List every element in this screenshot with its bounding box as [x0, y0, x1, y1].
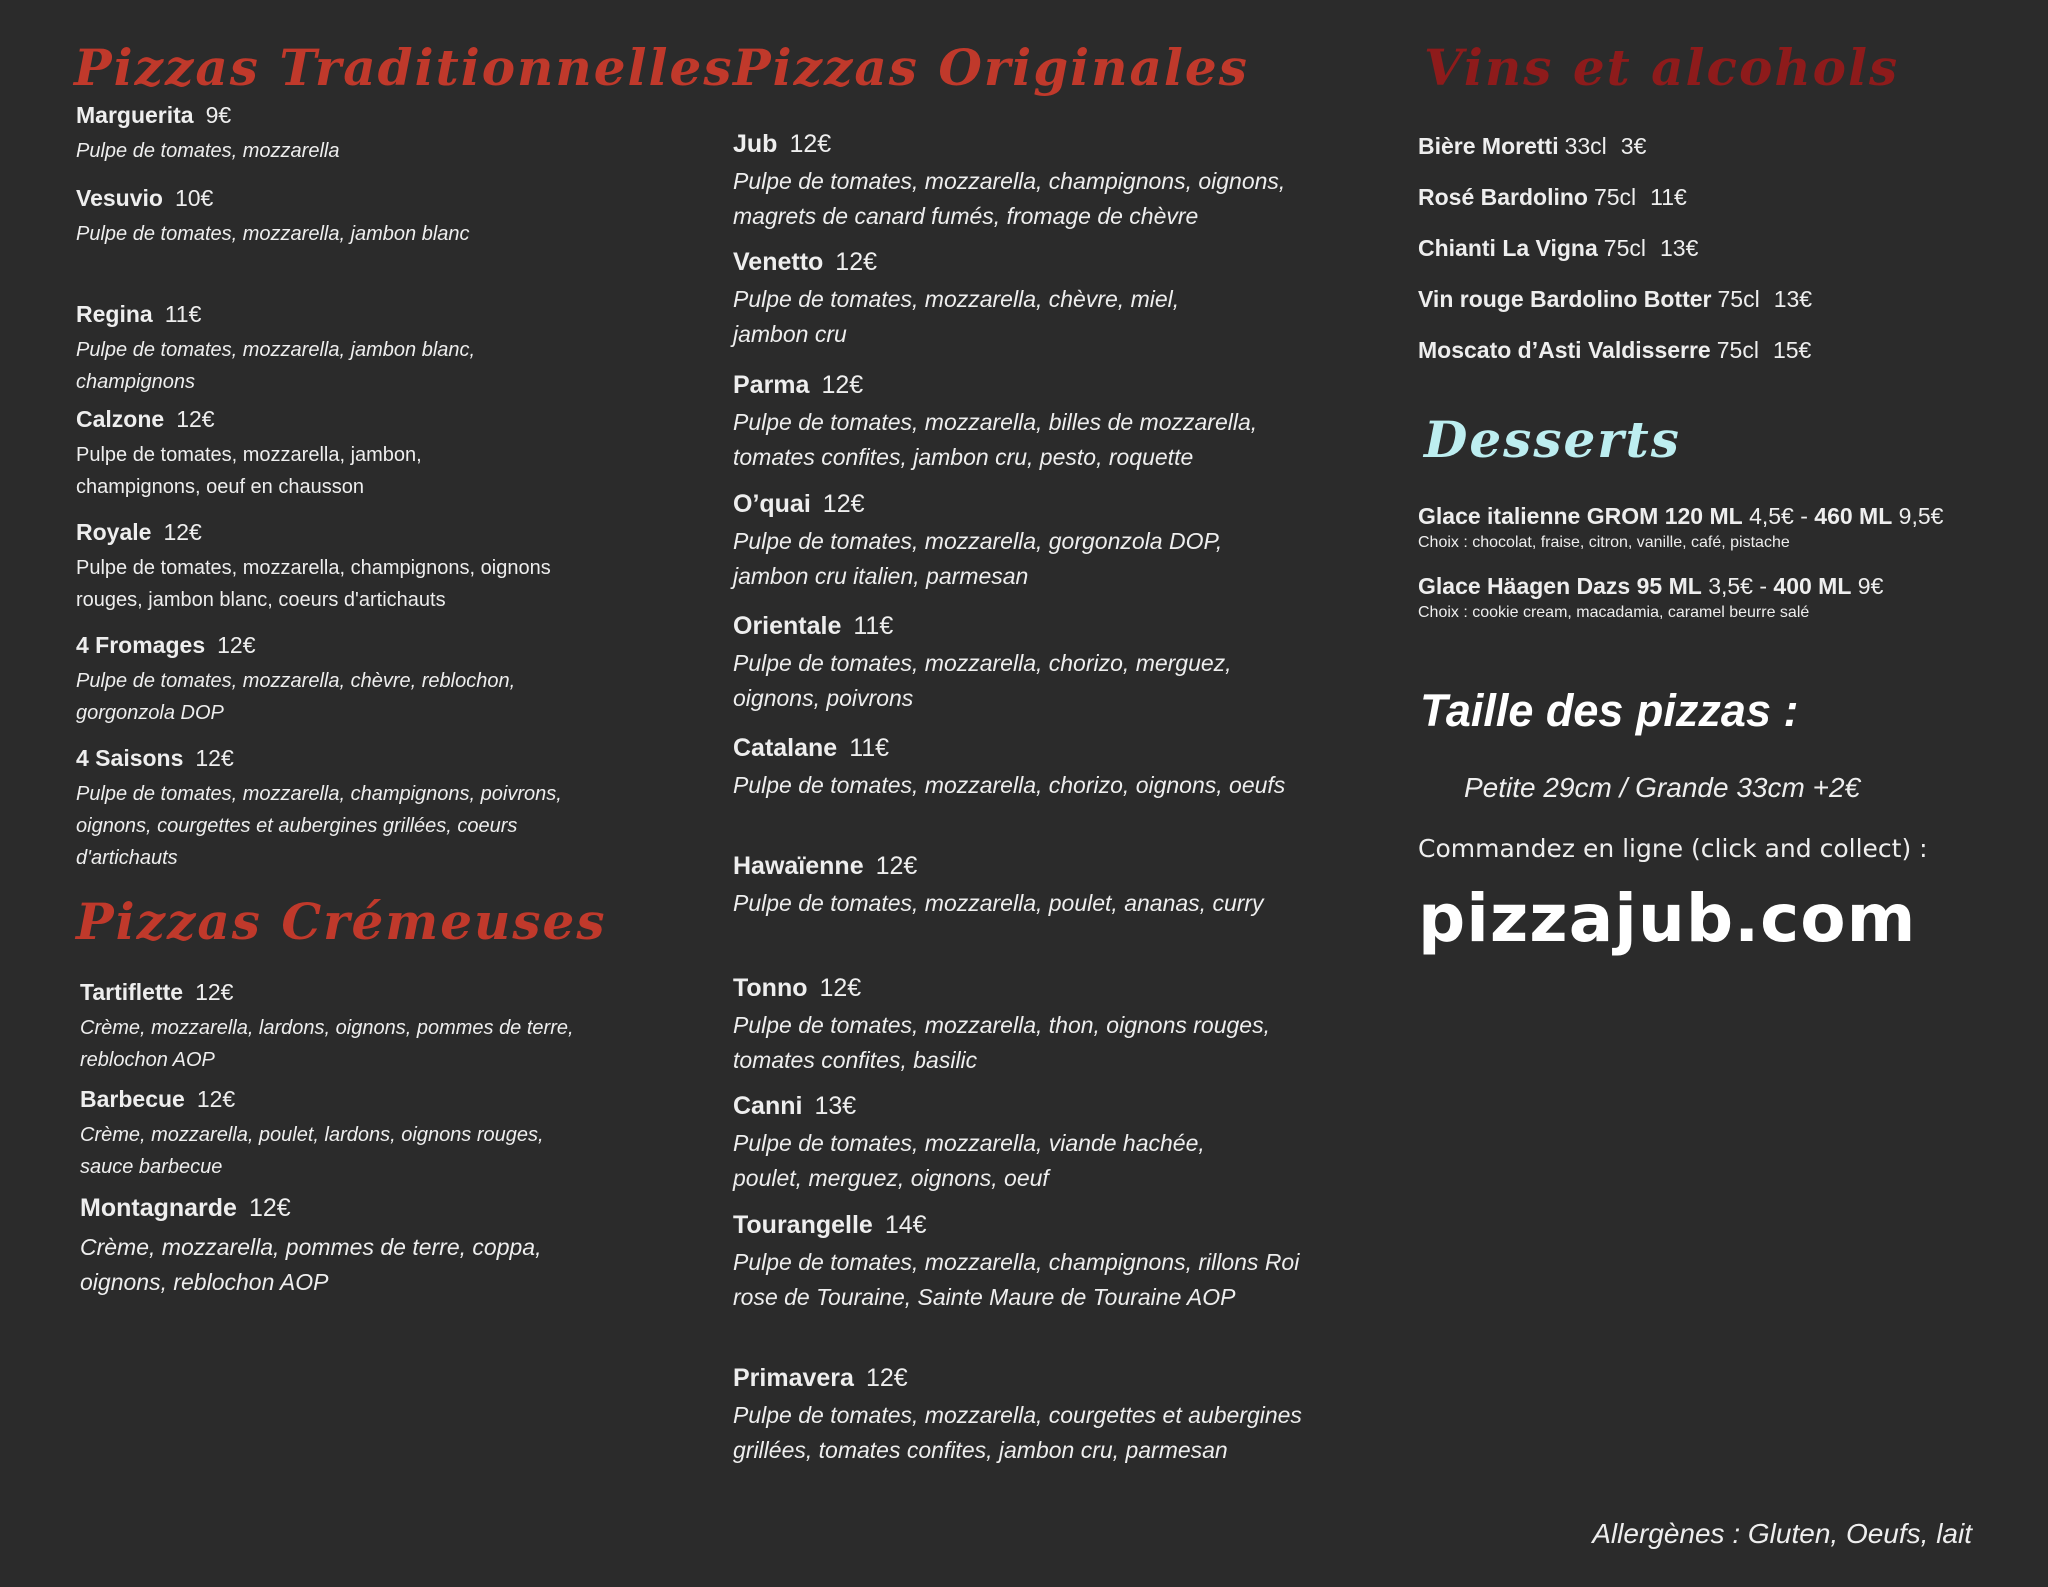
wine-volume: 75cl [1603, 235, 1646, 261]
wine-name: Vin rouge Bardolino Botter [1418, 286, 1712, 312]
item-price: 14€ [884, 1211, 927, 1239]
wine-name: Chianti La Vigna [1418, 235, 1598, 261]
dessert-small-size: 95 ML [1636, 573, 1702, 599]
traditional-title: Pizzas Traditionnelles [74, 38, 734, 97]
item-description: Pulpe de tomates, mozzarella, chorizo, merguez, oignons, poivrons [733, 650, 1232, 711]
item-price: 11€ [849, 734, 890, 762]
dessert-separator: - [1800, 503, 1808, 529]
dessert-large-price: 9€ [1857, 573, 1884, 599]
item-description: Crème, mozzarella, lardons, oignons, pommes de terre, reblochon AOP [80, 1017, 574, 1071]
item-price: 11€ [853, 612, 894, 640]
item-price: 12€ [822, 490, 865, 518]
item-name: Marguerita [76, 102, 194, 128]
pizza-size-text: Petite 29cm / Grande 33cm +2€ [1464, 772, 1861, 803]
original-title: Pizzas Originales [733, 38, 1249, 97]
item-description: Pulpe de tomates, mozzarella, viande hachée, poulet, merguez, oignons, oeuf [733, 1130, 1205, 1191]
dessert-item [1418, 503, 1943, 552]
order-online-text: Commandez en ligne (click and collect) : [1418, 834, 1928, 863]
wine-name: Bière Moretti [1418, 133, 1559, 159]
item-name: Parma [733, 371, 810, 399]
dessert-item [1418, 573, 1883, 622]
item-price: 12€ [875, 852, 918, 880]
item-description: Crème, mozzarella, poulet, lardons, oignons rouges, sauce barbecue [80, 1124, 544, 1178]
menu-item [733, 1209, 1308, 1315]
item-description: Pulpe de tomates, mozzarella, chèvre, reblochon, gorgonzola DOP [76, 670, 516, 724]
item-name: 4 Saisons [76, 745, 184, 771]
item-price: 9€ [205, 102, 232, 128]
menu-item [80, 1083, 600, 1183]
desserts-title: Desserts [1424, 410, 1681, 469]
item-price: 12€ [835, 248, 878, 276]
item-price: 12€ [821, 371, 864, 399]
menu-item [733, 610, 1303, 716]
item-description: Pulpe de tomates, mozzarella, courgettes et aubergines grillées, tomates confites, jambon cru, parmesan [733, 1402, 1302, 1463]
wine-name: Rosé Bardolino [1418, 184, 1588, 210]
item-description: Pulpe de tomates, mozzarella, chèvre, miel, jambon cru [733, 286, 1180, 347]
menu-item [80, 976, 620, 1076]
wine-name: Moscato d’Asti Valdisserre [1418, 337, 1711, 363]
wine-price: 13€ [1659, 235, 1699, 261]
menu-item [733, 488, 1293, 594]
menu-item [733, 1362, 1308, 1468]
item-name: Primavera [733, 1364, 854, 1392]
menu-item [76, 742, 616, 874]
item-price: 12€ [163, 519, 202, 545]
item-name: Calzone [76, 406, 165, 432]
allergens-note: Allergènes : Gluten, Oeufs, lait [1592, 1518, 1972, 1549]
item-price: 10€ [174, 185, 214, 211]
wine-item [1418, 286, 1812, 313]
item-name: Hawaïenne [733, 852, 864, 880]
item-description: Pulpe de tomates, mozzarella, champignons, oignons, magrets de canard fumés, fromage de chèvre [733, 168, 1286, 229]
item-price: 12€ [195, 979, 234, 1005]
item-name: Tonno [733, 974, 808, 1002]
website-link[interactable]: pizzajub.com [1418, 880, 1917, 957]
item-price: 11€ [164, 301, 202, 327]
item-name: 4 Fromages [76, 632, 206, 658]
wine-price: 11€ [1650, 184, 1687, 210]
dessert-choice: Choix : cookie cream, macadamia, caramel beurre salé [1418, 604, 1810, 621]
item-price: 12€ [789, 130, 832, 158]
dessert-small-price: 4,5€ [1749, 503, 1794, 529]
dessert-large-size: 400 ML [1773, 573, 1852, 599]
menu-item [733, 369, 1333, 475]
item-price: 13€ [814, 1092, 857, 1120]
wine-item [1418, 235, 1698, 262]
item-description: Pulpe de tomates, mozzarella, poulet, ananas, curry [733, 890, 1264, 916]
item-price: 12€ [176, 406, 215, 432]
menu-item [733, 732, 1293, 803]
wine-price: 3€ [1620, 133, 1647, 159]
item-description: Pulpe de tomates, mozzarella [76, 140, 340, 162]
item-name: Barbecue [80, 1086, 185, 1112]
menu-item [733, 246, 1253, 352]
dessert-large-size: 460 ML [1814, 503, 1893, 529]
wine-item [1418, 184, 1687, 211]
item-name: Montagnarde [80, 1194, 237, 1222]
item-price: 12€ [195, 745, 234, 771]
item-description: Pulpe de tomates, mozzarella, billes de mozzarella, tomates confites, jambon cru, pesto, roquette [733, 409, 1258, 470]
pizza-size-title: Taille des pizzas : [1420, 685, 1799, 736]
wines-title: Vins et alcohols [1424, 38, 1900, 97]
dessert-name: Glace italienne GROM [1418, 503, 1659, 529]
item-name: Tourangelle [733, 1211, 873, 1239]
item-price: 12€ [196, 1086, 236, 1112]
dessert-separator: - [1759, 573, 1768, 599]
dessert-choice: Choix : chocolat, fraise, citron, vanille, café, pistache [1418, 534, 1790, 551]
item-name: Vesuvio [76, 185, 163, 211]
menu-item [733, 850, 1273, 921]
item-name: Venetto [733, 248, 824, 276]
item-name: Orientale [733, 612, 842, 640]
dessert-small-price: 3,5€ [1708, 573, 1753, 599]
item-description: Pulpe de tomates, mozzarella, gorgonzola DOP, jambon cru italien, parmesan [733, 528, 1223, 589]
wine-volume: 75cl [1717, 286, 1760, 312]
item-description: Pulpe de tomates, mozzarella, jambon blanc, champignons [76, 339, 476, 393]
wine-item [1418, 337, 1811, 364]
item-price: 12€ [217, 632, 256, 658]
menu-item [76, 99, 636, 167]
item-description: Pulpe de tomates, mozzarella, champignons, rillons Roi rose de Touraine, Sainte Maure de Touraine AOP [733, 1249, 1300, 1310]
item-name: Tartiflette [80, 979, 184, 1005]
dessert-small-size: 120 ML [1664, 503, 1743, 529]
item-name: Regina [76, 301, 153, 327]
item-description: Pulpe de tomates, mozzarella, champignons, poivrons, oignons, courgettes et aubergines grillées, coeurs d'artichauts [76, 783, 562, 869]
menu-item [733, 1090, 1273, 1196]
item-description: Pulpe de tomates, mozzarella, chorizo, oignons, oeufs [733, 772, 1286, 798]
menu-item [80, 1190, 620, 1300]
item-description: Crème, mozzarella, pommes de terre, coppa, oignons, reblochon AOP [80, 1234, 542, 1295]
item-name: Catalane [733, 734, 838, 762]
item-name: Canni [733, 1092, 803, 1120]
item-description: Pulpe de tomates, mozzarella, jambon, champignons, oeuf en chausson [76, 444, 422, 498]
wine-volume: 75cl [1593, 184, 1637, 210]
item-price: 12€ [865, 1364, 908, 1392]
menu-item [733, 128, 1353, 234]
menu-item [76, 182, 636, 250]
item-name: Royale [76, 519, 152, 545]
item-price: 12€ [819, 974, 862, 1002]
wine-price: 15€ [1772, 337, 1812, 363]
item-description: Pulpe de tomates, mozzarella, champignons, oignons rouges, jambon blanc, coeurs d'artichauts [76, 557, 551, 611]
menu-item [733, 972, 1273, 1078]
wine-volume: 75cl [1716, 337, 1759, 363]
dessert-name: Glace Häagen Dazs [1418, 573, 1631, 599]
dessert-large-price: 9,5€ [1898, 503, 1944, 529]
item-price: 12€ [248, 1194, 291, 1222]
wine-volume: 33cl [1564, 133, 1607, 159]
wine-price: 13€ [1773, 286, 1813, 312]
menu-item [76, 516, 606, 616]
item-description: Pulpe de tomates, mozzarella, jambon blanc [76, 223, 470, 245]
menu-item [76, 298, 566, 398]
creamy-title: Pizzas Crémeuses [76, 892, 607, 951]
item-name: O’quai [733, 490, 811, 518]
menu-item [76, 403, 516, 503]
item-name: Jub [733, 130, 778, 158]
item-description: Pulpe de tomates, mozzarella, thon, oignons rouges, tomates confites, basilic [733, 1012, 1270, 1073]
wine-item [1418, 133, 1646, 160]
menu-item [76, 629, 596, 729]
